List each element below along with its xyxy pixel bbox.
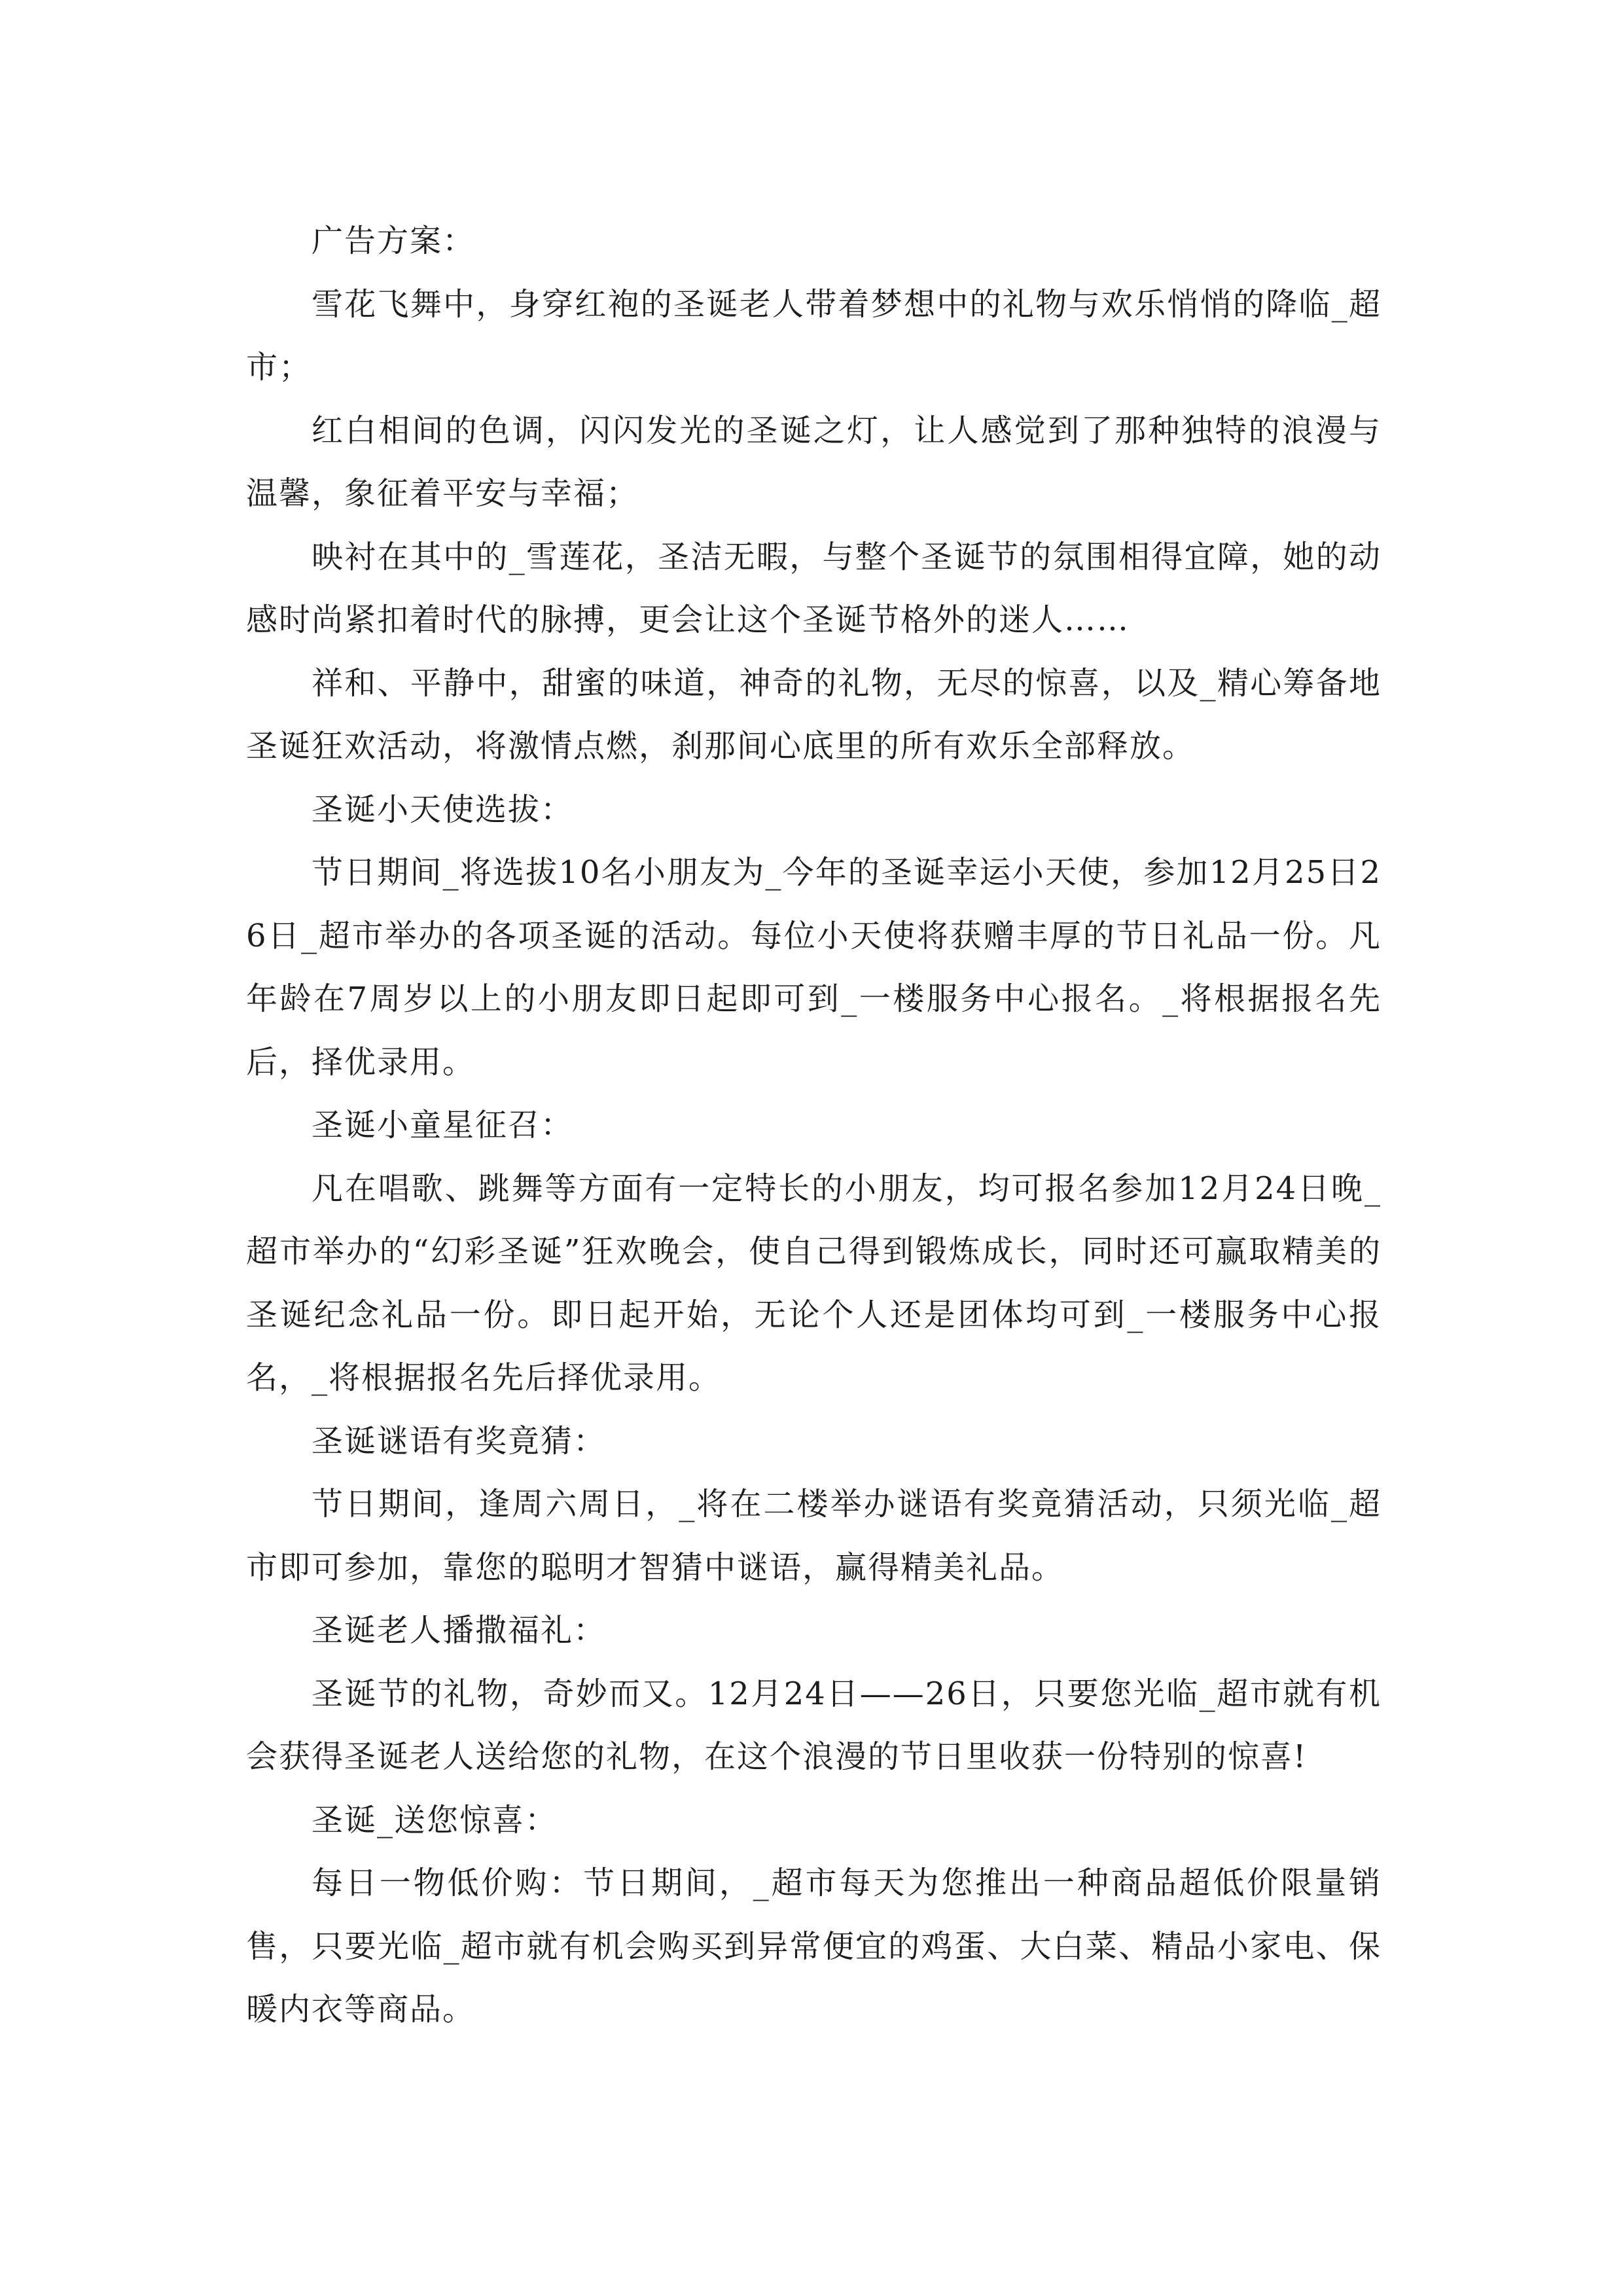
paragraph: 祥和、平静中，甜蜜的味道，神奇的礼物，无尽的惊喜，以及_精心筹备地圣诞狂欢活动，将激情点燃，刹那间心底里的所有欢乐全部释放。: [246, 664, 1382, 764]
document-body: [246, 209, 1382, 2041]
paragraph: 凡在唱歌、跳舞等方面有一定特长的小朋友，均可报名参加12月24日晚_超市举办的“幻彩圣诞”狂欢晚会，使自己得到锻炼成长，同时还可赢取精美的圣诞纪念礼品一份。即日起开始，无论个人还是团体均可到_一楼服务中心报名，_将根据报名先后择优录用。: [246, 1170, 1382, 1396]
paragraph: 节日期间，逢周六周日，_将在二楼举办谜语有奖竟猜活动，只须光临_超市即可参加，靠您的聪明才智猜中谜语，赢得精美礼品。: [246, 1486, 1382, 1586]
section-heading-santa-gifts: 圣诞老人播撒福礼：: [312, 1612, 607, 1649]
paragraph: 每日一物低价购：节日期间，_超市每天为您推出一种商品超低价限量销售，只要光临_超市就有机会购买到异常便宜的鸡蛋、大白菜、精品小家电、保暖内衣等商品。: [246, 1865, 1382, 2028]
section-heading-riddle-contest: 圣诞谜语有奖竟猜：: [312, 1422, 607, 1460]
paragraph: 节日期间_将选拔10名小朋友为_今年的圣诞幸运小天使，参加12月25日26日_超市举办的各项圣诞的活动。每位小天使将获赠丰厚的节日礼品一份。凡年龄在7周岁以上的小朋友即日起即可到_一楼服务中心报名。_将根据报名先后，择优录用。: [246, 854, 1382, 1081]
paragraph: 红白相间的色调，闪闪发光的圣诞之灯，让人感觉到了那种独特的浪漫与温馨，象征着平安与幸福；: [246, 412, 1382, 512]
section-heading-child-star: 圣诞小童星征召：: [312, 1107, 574, 1143]
section-heading-little-angel: 圣诞小天使选拔：: [312, 791, 574, 828]
section-heading-ad-plan: 广告方案：: [312, 223, 476, 259]
section-heading-surprise: 圣诞_送您惊喜：: [312, 1801, 558, 1839]
paragraph: 圣诞节的礼物，奇妙而又。12月24日——26日，只要您光临_超市就有机会获得圣诞老人送给您的礼物，在这个浪漫的节日里收获一份特别的惊喜!: [246, 1675, 1382, 1775]
paragraph: 映衬在其中的_雪莲花，圣洁无暇，与整个圣诞节的氛围相得宜障，她的动感时尚紧扣着时代的脉搏，更会让这个圣诞节格外的迷人……: [246, 538, 1382, 638]
paragraph: 雪花飞舞中，身穿红袍的圣诞老人带着梦想中的礼物与欢乐悄悄的降临_超市；: [246, 285, 1382, 386]
